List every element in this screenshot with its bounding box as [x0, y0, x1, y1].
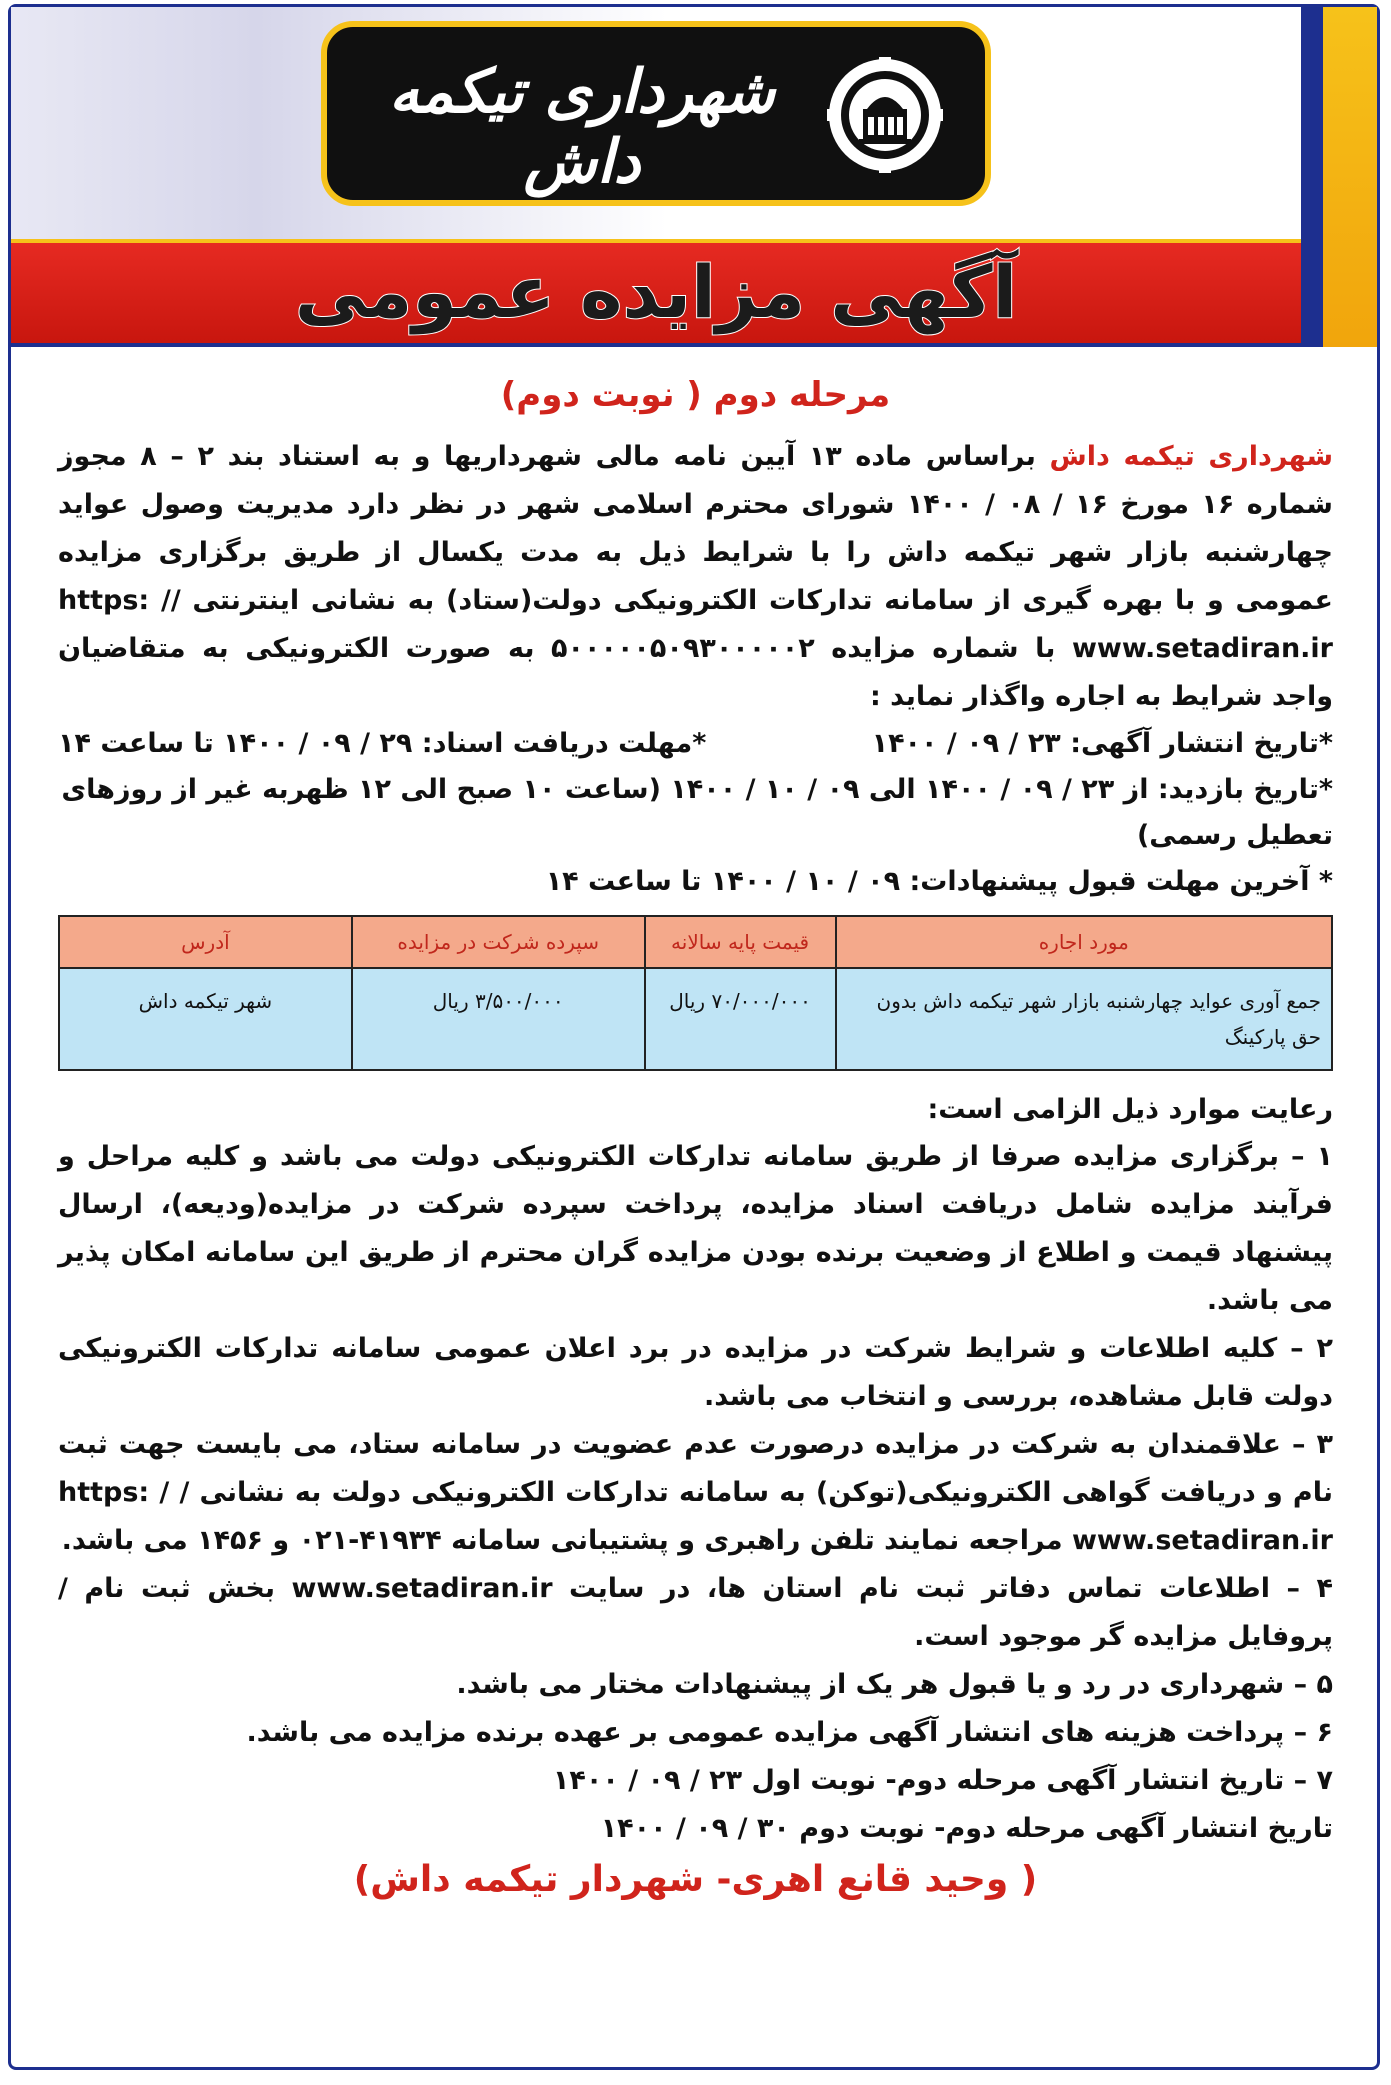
mayor-signature: ( وحید قانع اهری- شهردار تیکمه داش) — [353, 1859, 1038, 1900]
intro-tail: با شماره مزایده ۵۰۰۰۰۰۵۰۹۳۰۰۰۰۰۲ به صورت الکترونیکی به متقاضیان واجد شرایط به اجاره واگذار نماید : — [58, 633, 1333, 712]
intro-paragraph — [58, 433, 1333, 721]
blue-band — [1301, 7, 1323, 347]
intro-lead: شهرداری تیکمه داش — [1049, 441, 1333, 472]
emblem-icon — [825, 55, 945, 175]
doc-deadline: *مهلت دریافت اسناد: ۲۹ / ۰۹ / ۱۴۰۰ تا ساعت ۱۴ — [58, 728, 707, 759]
condition-item: تاریخ انتشار آگهی مرحله دوم- نوبت دوم ۳۰ / ۰۹ / ۱۴۰۰ — [600, 1813, 1333, 1844]
table-cell: شهر تیکمه داش — [59, 968, 352, 1070]
dates-row — [58, 721, 1333, 767]
table-row — [59, 968, 1332, 1070]
table-header: آدرس — [59, 916, 352, 968]
table-header: قیمت پایه سالانه — [645, 916, 836, 968]
municipality-name: شهرداری تیکمه داش — [388, 57, 776, 197]
condition-item: ۱ – برگزاری مزایده صرفا از طریق سامانه تدارکات الکترونیکی دولت می باشد و کلیه مراحل و فرآیند مزایده شامل دریافت اسناد مزایده، پرداخت سپرده شرکت در مزایده(ودیعه)، ارسال پیشنهاد قیمت و اطلاع از وضعیت برنده بودن مزایده گران محترم از طریق این سامانه امکان پذیر می باشد. — [58, 1141, 1333, 1316]
condition-item: ۳ – علاقمندان به شرکت در مزایده درصورت عدم عضویت در سامانه ستاد، می بایست جهت ثبت نام و دریافت گواهی الکترونیکی(توکن) به سامانه تدارکات الکترونیکی دولت به نشانی https: / / www.setadiran.ir مراجعه نمایند تلفن راهبری و پشتیبانی سامانه ۴۱۹۳۴-۰۲۱ و ۱۴۵۶ می باشد. — [58, 1429, 1333, 1556]
table-cell: ۷۰/۰۰۰/۰۰۰ ریال — [645, 968, 836, 1070]
publish-date: *تاریخ انتشار آگهی: ۲۳ / ۰۹ / ۱۴۰۰ — [871, 728, 1333, 759]
municipality-logo — [321, 21, 991, 206]
condition-item: ۵ – شهرداری در رد و یا قبول هر یک از پیشنهادات مختار می باشد. — [456, 1669, 1333, 1700]
table-cell: ۳/۵۰۰/۰۰۰ ریال — [352, 968, 645, 1070]
table-header: مورد اجاره — [836, 916, 1332, 968]
conditions-heading: رعایت موارد ذیل الزامی است: — [927, 1094, 1333, 1125]
notice-body — [58, 355, 1333, 1900]
condition-item: ۴ – اطلاعات تماس دفاتر ثبت نام استان ها، در سایت www.setadiran.ir بخش ثبت نام / پروفایل مزایده گر موجود است. — [58, 1573, 1333, 1652]
condition-item: ۲ – کلیه اطلاعات و شرایط شرکت در مزایده در برد اعلان عمومی سامانه تدارکات الکترونیکی دولت قابل مشاهده، بررسی و انتخاب می باشد. — [58, 1333, 1333, 1412]
intro-body: براساس ماده ۱۳ آیین نامه مالی شهرداریها و به استناد بند ۲ – ۸ مجوز شماره ۱۶ مورخ ۱۶ / ۰۸ / ۱۴۰۰ شورای محترم اسلامی شهر در نظر دارد مدیریت وصول عواید چهارشنبه بازار شهر تیکمه داش را با شرایط ذیل به مدت یکسال از طریق برگزاری مزایده عمومی و با بهره گیری از سامانه تدارکات الکترونیکی دولت(ستاد) به نشانی اینترنتی — [58, 441, 1333, 616]
notice-subtitle: مرحله دوم ( نوبت دوم) — [500, 375, 891, 415]
table-cell: جمع آوری عواید چهارشنبه بازار شهر تیکمه داش بدون حق پارکینگ — [836, 968, 1332, 1070]
yellow-band — [1323, 7, 1377, 347]
notice-title: آگهی مزایده عمومی — [294, 250, 1018, 334]
header-banner — [11, 7, 1377, 347]
table-header-row — [59, 916, 1332, 968]
visit-date: *تاریخ بازدید: از ۲۳ / ۰۹ / ۱۴۰۰ الی ۰۹ / ۱۰ / ۱۴۰۰ (ساعت ۱۰ صبح الی ۱۲ ظهربه غیر از روزهای تعطیل رسمی) — [61, 774, 1333, 851]
intro-url: https: // www.setadiran.ir — [58, 585, 1333, 664]
offer-deadline: * آخرین مهلت قبول پیشنهادات: ۰۹ / ۱۰ / ۱۴۰۰ تا ساعت ۱۴ — [545, 866, 1333, 897]
condition-item: ۷ – تاریخ انتشار آگهی مرحله دوم- نوبت اول ۲۳ / ۰۹ / ۱۴۰۰ — [552, 1765, 1333, 1796]
table-header: سپرده شرکت در مزایده — [352, 916, 645, 968]
lease-table — [58, 915, 1333, 1071]
condition-item: ۶ – پرداخت هزینه های انتشار آگهی مزایده عمومی بر عهده برنده مزایده می باشد. — [246, 1717, 1333, 1748]
